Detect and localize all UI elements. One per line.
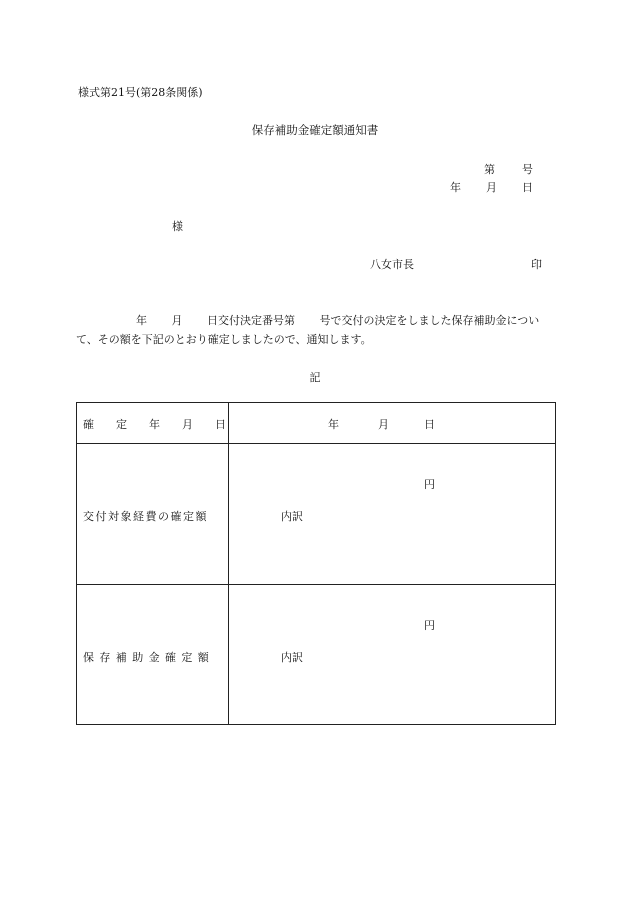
eligible-expense-label: 交付対象経費の確定額 <box>83 510 208 523</box>
date-day: 日 <box>522 181 533 194</box>
table-divider-row2 <box>77 584 555 585</box>
confirm-date-label-char: 確 <box>83 418 94 431</box>
subsidy-amount-yen: 円 <box>424 619 435 632</box>
seal-mark: 印 <box>531 258 542 271</box>
confirm-date-label-char: 日 <box>215 418 226 431</box>
table-divider-row1 <box>77 443 555 444</box>
subsidy-amount-label: 保存補助金確定額 <box>83 651 215 664</box>
table-divider-vertical <box>228 403 229 724</box>
confirm-date-year: 年 <box>328 418 339 431</box>
confirm-date-label <box>83 416 234 432</box>
confirm-date-day: 日 <box>424 418 435 431</box>
body-text-main: 号で交付の決定をしました保存補助金について、その額を下記のとおり確定しましたので、通知します。 <box>76 314 540 346</box>
number-prefix: 第 <box>484 163 495 176</box>
ki-heading: 記 <box>309 371 321 384</box>
body-month: 月 <box>171 314 183 327</box>
subsidy-amount-breakdown: 内訳 <box>281 651 303 664</box>
body-decision-number: 日交付決定番号第 <box>206 314 295 327</box>
body-paragraph <box>76 311 556 349</box>
body-year: 年 <box>136 314 147 327</box>
document-title: 保存補助金確定額通知書 <box>251 123 379 137</box>
form-number: 様式第21号(第28条関係) <box>78 86 203 99</box>
date-month: 月 <box>486 181 497 194</box>
eligible-expense-breakdown: 内訳 <box>281 510 303 523</box>
addressee-suffix: 様 <box>172 220 183 233</box>
number-suffix: 号 <box>522 163 533 176</box>
confirm-date-label-char: 年 <box>149 418 160 431</box>
date-year: 年 <box>450 181 461 194</box>
confirm-date-label-char: 定 <box>116 418 127 431</box>
confirm-date-month: 月 <box>378 418 389 431</box>
issuer-name: 八女市長 <box>370 258 414 271</box>
eligible-expense-yen: 円 <box>424 478 435 491</box>
confirmation-table <box>76 402 556 725</box>
confirm-date-label-char: 月 <box>182 418 193 431</box>
